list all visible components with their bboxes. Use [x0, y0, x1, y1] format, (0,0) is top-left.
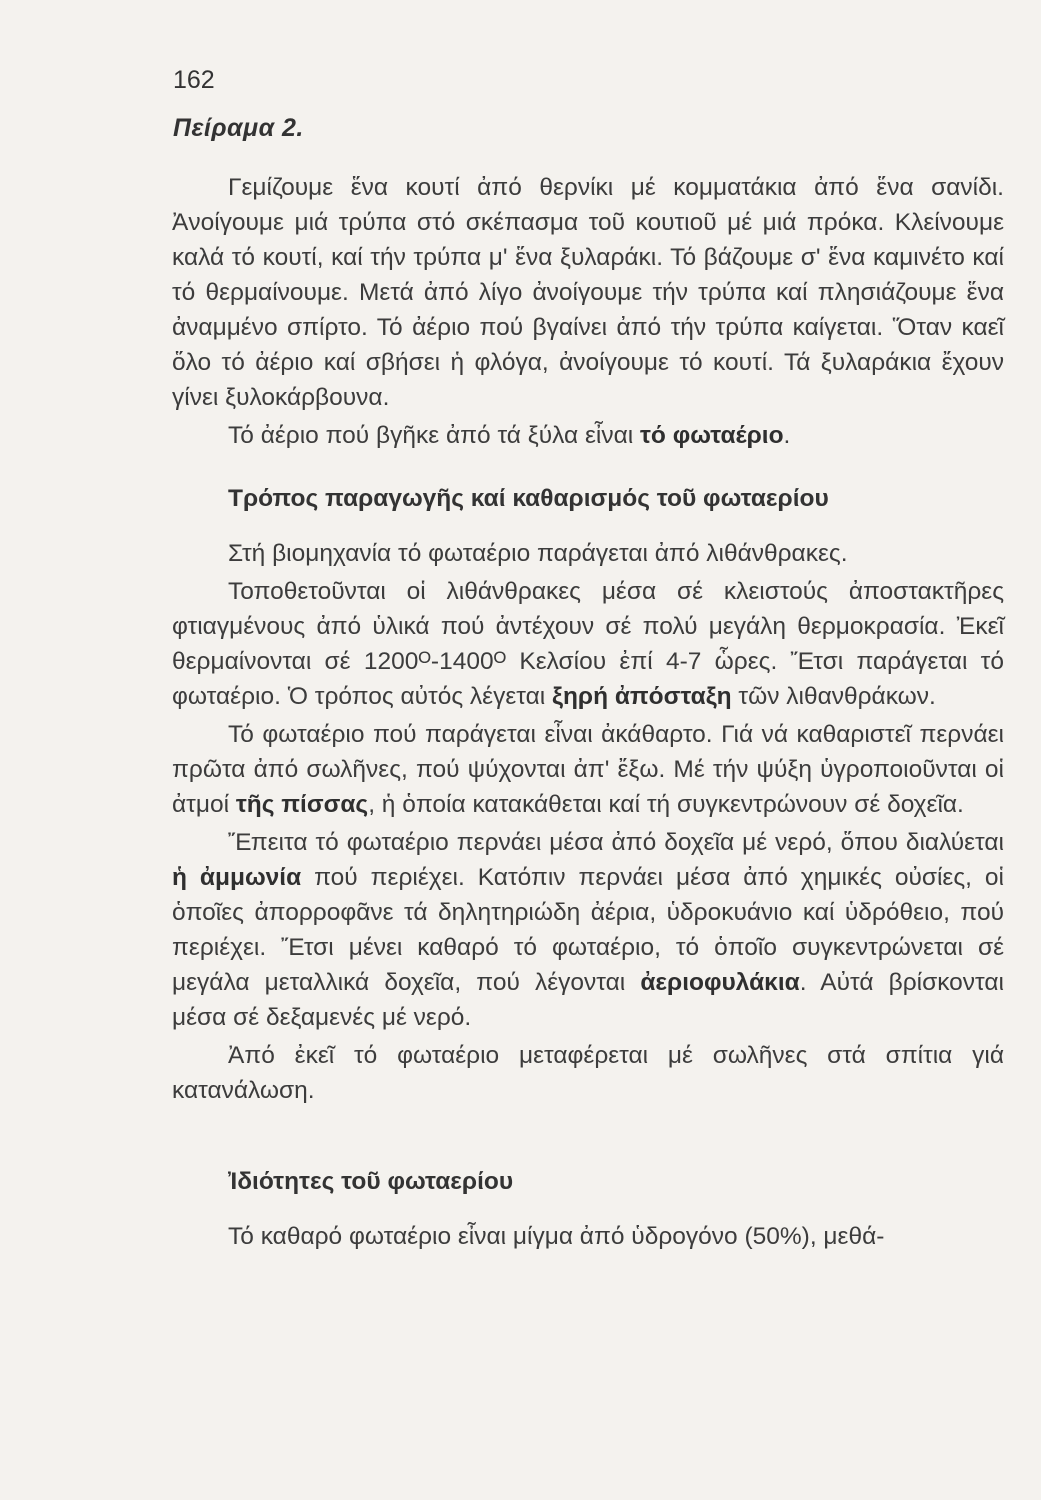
section-heading: Ἰδιότητες τοῦ φωταερίου [228, 1168, 514, 1195]
experiment-title: Πείραμα 2. [173, 114, 304, 142]
paragraph: Ἀπό ἐκεῖ τό φωταέριο μεταφέρεται μέ σωλῆνες στά σπίτια γιά κατανάλωση. [172, 1042, 1004, 1104]
paragraph: Τό φωταέριο πού παράγεται εἶναι ἀκάθαρτο. Γιά νά καθαριστεῖ περνάει πρῶτα ἀπό σωλῆνες, πού ψύχονται ἀπ' ἔξω. Μέ τήν ψύξη ὑγροποιοῦνται οἱ ἀτμοί τῆς πίσσας, ἡ ὁποία κατακάθεται καί τή συγκεντρώνουν σέ δοχεῖα. [172, 721, 1004, 818]
paragraph: Τό ἀέριο πού βγῆκε ἀπό τά ξύλα εἶναι τό φωταέριο. [228, 422, 791, 449]
page-body [172, 170, 1004, 1254]
paragraph: Γεμίζουμε ἕνα κουτί ἀπό θερνίκι μέ κομματάκια ἀπό ἕνα σανίδι. Ἀνοίγουμε μιά τρύπα στό σκέπασμα τοῦ κουτιοῦ μέ μιά πρόκα. Κλείνουμε καλά τό κουτί, καί τήν τρύπα μ' ἕνα ξυλαράκι. Τό βάζουμε σ' ἕνα καμινέτο καί τό θερμαίνουμε. Μετά ἀπό λίγο ἀνοίγουμε τήν τρύπα καί πλησιάζουμε ἕνα ἀναμμένο σπίρτο. Τό ἀέριο πού βγαίνει ἀπό τήν τρύπα καίγεται. Ὅταν καεῖ ὅλο τό ἀέριο καί σβήσει ἡ φλόγα, ἀνοίγουμε τό κουτί. Τά ξυλαράκια ἔχουν γίνει ξυλοκάρβουνα. [172, 174, 1004, 411]
production-section [172, 481, 1004, 1108]
section-heading: Τρόπος παραγωγῆς καί καθαρισμός τοῦ φωταερίου [228, 485, 829, 512]
paragraph: Στή βιομηχανία τό φωταέριο παράγεται ἀπό λιθάνθρακες. [228, 540, 848, 567]
paragraph: Τοποθετοῦνται οἱ λιθάνθρακες μέσα σέ κλειστούς ἀποστακτῆρες φτιαγμένους ἀπό ὑλικά πού ἀντέχουν σέ πολύ μεγάλη θερμοκρασία. Ἐκεῖ θερμαίνονται σέ 1200ᴼ-1400ᴼ Κελσίου ἐπί 4-7 ὧρες. Ἔτσι παράγεται τό φωταέριο. Ὁ τρόπος αὐτός λέγεται ξηρή ἀπόσταξη τῶν λιθανθράκων. [172, 578, 1004, 710]
paragraph: Ἔπειτα τό φωταέριο περνάει μέσα ἀπό δοχεῖα μέ νερό, ὅπου διαλύεται ἡ ἀμμωνία πού περιέχει. Κατόπιν περνάει μέσα ἀπό χημικές οὐσίες, οἱ ὁποῖες ἀπορροφᾶνε τά δηλητηριώδη ἀέρια, ὑδροκυάνιο καί ὑδρόθειο, πού περιέχει. Ἔτσι μένει καθαρό τό φωταέριο, τό ὁποῖο συγκεντρώνεται σέ μεγάλα μεταλλικά δοχεῖα, πού λέγονται ἀεριοφυλάκια. Αὐτά βρίσκονται μέσα σέ δεξαμενές μέ νερό. [172, 829, 1004, 1031]
bold-term: ἀεριοφυλάκια [640, 969, 800, 996]
properties-section [172, 1164, 1004, 1254]
experiment-section [172, 170, 1004, 453]
page-number: 162 [173, 66, 215, 94]
bold-term: ξηρή ἀπόσταξη [552, 683, 732, 710]
bold-term: τῆς πίσσας [235, 791, 369, 818]
paragraph: Τό καθαρό φωταέριο εἶναι μίγμα ἀπό ὑδρογόνο (50%), μεθά- [228, 1223, 885, 1250]
bold-term: τό φωταέριο [640, 422, 784, 449]
bold-term: ἡ ἀμμωνία [172, 864, 302, 891]
